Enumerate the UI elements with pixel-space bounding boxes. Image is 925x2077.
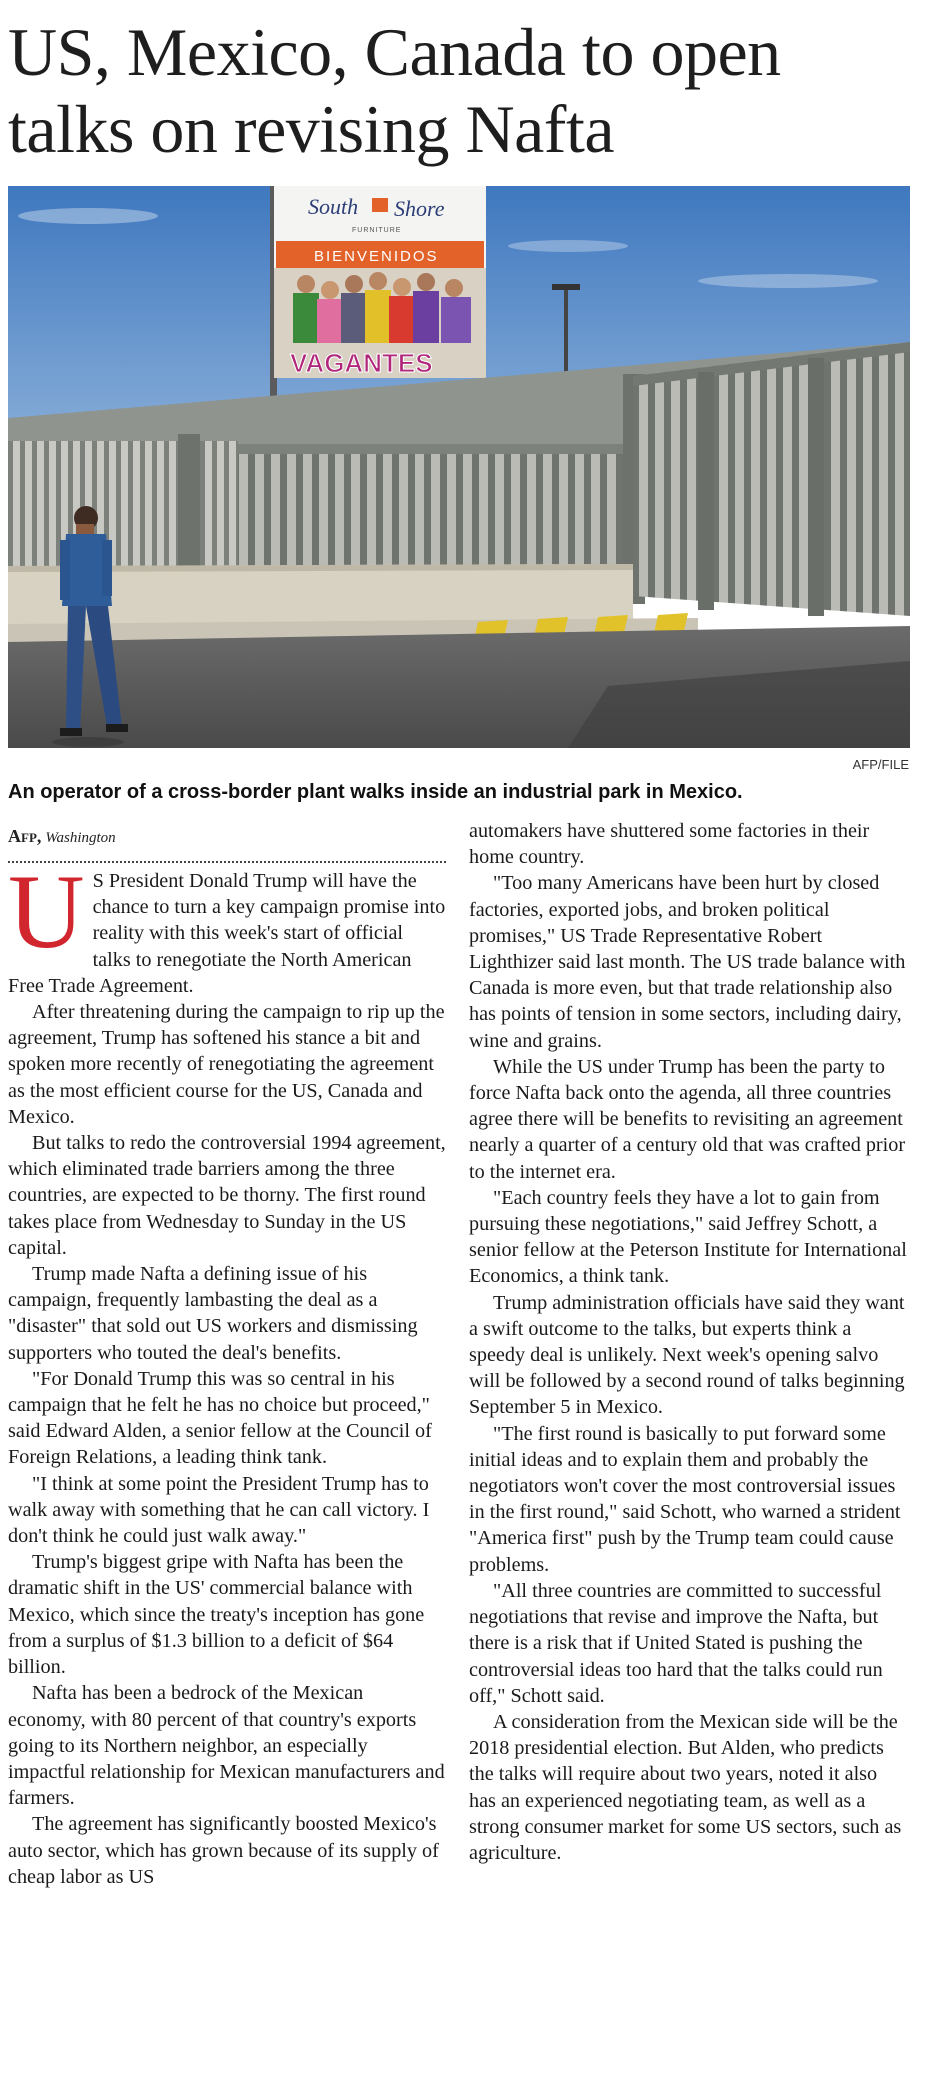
body-paragraph: "I think at some point the President Trump has to walk away with something that he can call victory. I don't think he could just walk away." bbox=[8, 1472, 430, 1548]
byline-agency: Afp, bbox=[8, 826, 42, 846]
news-photo bbox=[8, 186, 910, 748]
gate-fence-left bbox=[8, 441, 238, 566]
body-paragraph: While the US under Trump has been the party to force Nafta back onto the agenda, all three countries agree there will be benefits to revisiting an agreement nearly a quarter of a century old that was crafted prior to the internet era. bbox=[469, 1055, 906, 1183]
body-paragraph: A consideration from the Mexican side will be the 2018 presidential election. But Alden, who predicts the talks will require about two years, noted it also has an experienced negotiating team, as well as a strong consumer market for some US sectors, such as agriculture. bbox=[469, 1710, 902, 1864]
article-column-1 bbox=[8, 853, 446, 1890]
body-paragraph: "The first round is basically to put forward some initial ideas and to explain them and probably the negotiators won't cover the most controversial issues in the first round," said Schott, who warned a strident "America first" push by the Trump team could cause problems. bbox=[469, 1422, 901, 1576]
body-paragraph: Trump made Nafta a defining issue of his campaign, frequently lambasting the deal as a "disaster" that sold out US workers and dismissing supporters who touted the deal's benefits. bbox=[8, 1263, 418, 1364]
byline bbox=[8, 826, 446, 847]
photo-caption: An operator of a cross-border plant walks inside an industrial park in Mexico. bbox=[8, 781, 743, 803]
svg-text:BIENVENIDOS: BIENVENIDOS bbox=[314, 248, 439, 265]
drop-cap: U bbox=[8, 853, 85, 970]
body-paragraph: Trump administration officials have said they want a swift outcome to the talks, but experts think a speedy deal is unlikely. Next week's opening salvo will be followed by a second round of talks beginning September 5 in Mexico. bbox=[469, 1291, 905, 1419]
svg-text:South: South bbox=[308, 194, 359, 219]
byline-place: Washington bbox=[45, 830, 116, 846]
headline: US, Mexico, Canada to open talks on revising Nafta bbox=[8, 14, 781, 167]
body-paragraph: After threatening during the campaign to rip up the agreement, Trump has softened his stance a bit and spoken more recently of renegotiating the agreement as the most efficient course for the US, Canada and Mexico. bbox=[8, 1001, 445, 1128]
svg-text:VAGANTES: VAGANTES bbox=[290, 348, 433, 378]
body-paragraph: "Each country feels they have a lot to gain from pursuing these negotiations," said Jeffrey Schott, a senior fellow at the Peterson Institute for International Economics, a think tank. bbox=[469, 1186, 907, 1288]
body-paragraph: But talks to redo the controversial 1994 agreement, which eliminated trade barriers among the three countries, are expected to be thorny. The first round takes place from Wednesday to Sunday in the US capital. bbox=[8, 1132, 446, 1259]
gate-fence-right bbox=[633, 342, 910, 616]
body-paragraph: "All three countries are committed to successful negotiations that revise and improve the Nafta, but there is a risk that if United Stated is pushing the controversial ideas too hard that the talks could run off," Schott said. bbox=[469, 1579, 883, 1707]
gate-fence-center bbox=[238, 448, 633, 573]
body-paragraph: "For Donald Trump this was so central in his campaign that he felt he has no choice but proceed," said Edward Alden, a senior fellow at the Council of Foreign Relations, a leading think tank. bbox=[8, 1367, 432, 1469]
lead-text: S President Donald Trump will have the chance to turn a key campaign promise into reality with this week's start of official talks to renegotiate the North American Free Trade Agreement. bbox=[8, 870, 446, 997]
photo-credit: AFP/FILE bbox=[852, 757, 909, 772]
lead-paragraph bbox=[8, 853, 446, 999]
continued-paragraph: automakers have shuttered some factories in their home country. bbox=[469, 820, 870, 869]
body-paragraph: "Too many Americans have been hurt by closed factories, exported jobs, and broken political promises," US Trade Representative Robert Lighthizer said last month. The US trade balance with Canada is more even, but that trade relationship also has points of tension in some sectors, including dairy, wine and grains. bbox=[469, 872, 906, 1052]
svg-text:FURNITURE: FURNITURE bbox=[352, 227, 402, 234]
svg-text:Shore: Shore bbox=[394, 196, 445, 221]
article-column-2 bbox=[469, 818, 907, 1866]
body-paragraph: Nafta has been a bedrock of the Mexican economy, with 80 percent of that country's exports going to its Northern neighbor, an especially impactful relationship for Mexican manufacturers and farmers. bbox=[8, 1682, 445, 1810]
body-paragraph: Trump's biggest gripe with Nafta has been the dramatic shift in the US' commercial balance with Mexico, which since the treaty's inception has gone from a surplus of $1.3 billion to a deficit of $64 billion. bbox=[8, 1551, 425, 1679]
body-paragraph: The agreement has significantly boosted Mexico's auto sector, which has grown because of its supply of cheap labor as US bbox=[8, 1813, 439, 1888]
